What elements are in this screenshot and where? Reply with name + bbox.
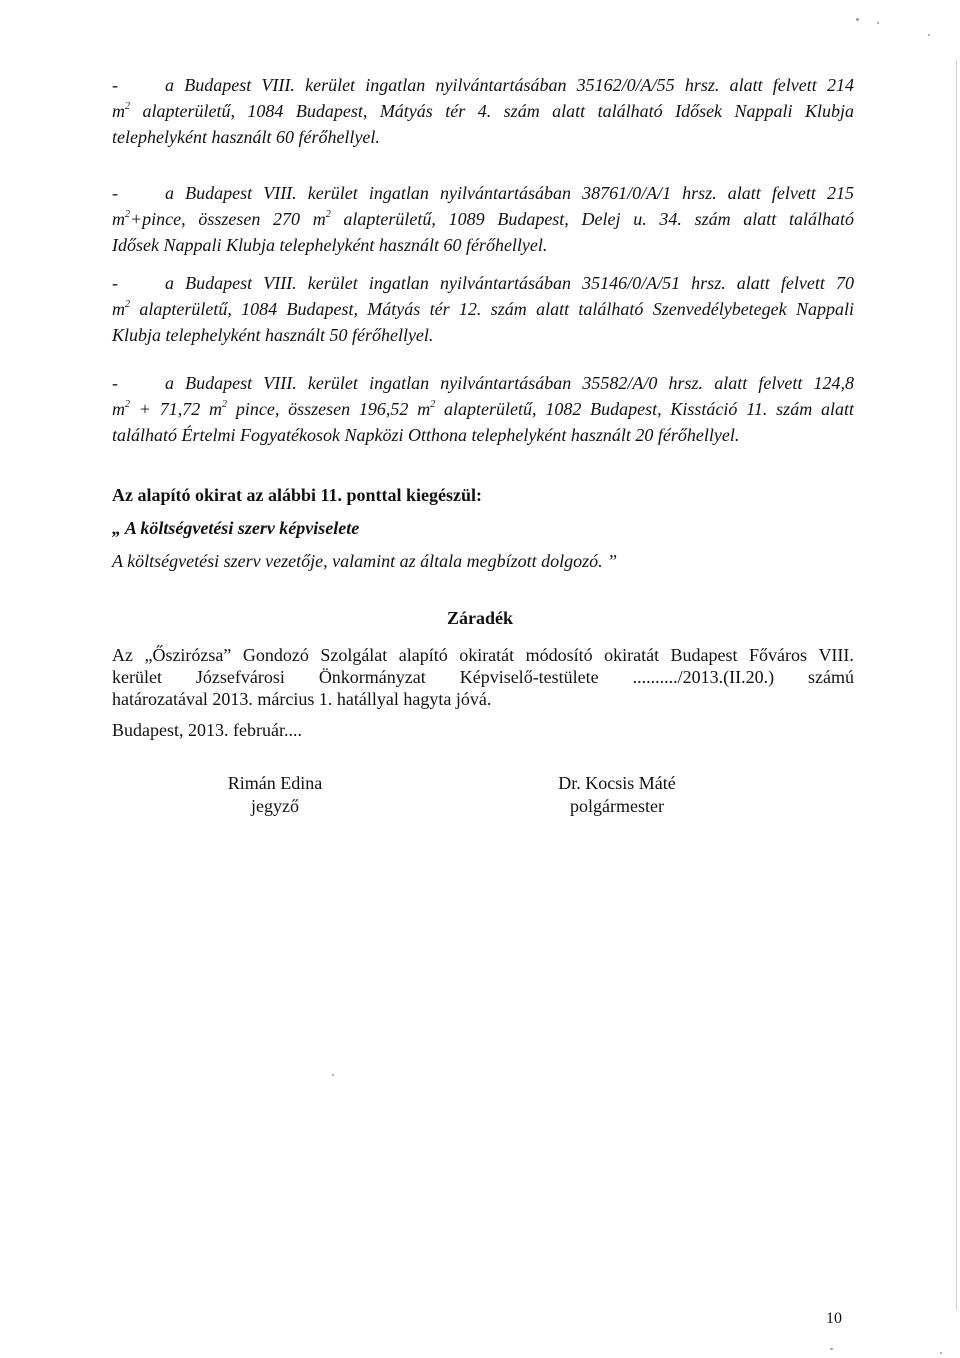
- item-line: [112, 296, 854, 322]
- scan-speck: [877, 22, 879, 24]
- clause-line: [112, 644, 854, 666]
- amendment-body-text: A költségvetési szerv vezetője, valamint az általa megbízott dolgozó. ”: [112, 551, 618, 571]
- item-text: alapterületű, 1084 Budapest, Mátyás tér 12. szám alatt található Szenvedélybetegek Nappali: [130, 299, 854, 319]
- item-text: m: [112, 399, 125, 419]
- clause-word: okiratát: [604, 645, 660, 665]
- superscript: 2: [125, 299, 130, 310]
- amendment-heading-text: Az alapító okirat az alábbi 11. ponttal kiegészül:: [112, 485, 483, 505]
- item-line: [112, 422, 854, 448]
- clause-word: okiratát: [459, 645, 515, 665]
- item-line: [112, 98, 854, 124]
- list-dash: -: [112, 183, 118, 203]
- item-text: a Budapest VIII. kerület ingatlan nyilvántartásában 35582/A/0 hrsz. alatt felvett 124,8: [165, 373, 854, 393]
- superscript: 2: [325, 209, 331, 220]
- superscript: 2: [222, 399, 228, 410]
- list-dash: -: [112, 75, 118, 95]
- item-line: [112, 322, 854, 348]
- clause-word: Budapest: [670, 645, 738, 665]
- signatory-title: polgármester: [570, 796, 664, 816]
- signatory-name: Dr. Kocsis Máté: [558, 773, 676, 793]
- item-line: [112, 232, 854, 258]
- list-item: [112, 270, 854, 348]
- item-line: [112, 206, 854, 232]
- clause-word: Az: [112, 645, 133, 665]
- scan-speck: [856, 18, 859, 21]
- item-line: [112, 370, 854, 396]
- item-line: [112, 124, 854, 150]
- item-text: Klubja telephelyként használt 50 férőhellyel.: [112, 325, 434, 345]
- scan-speck: [830, 1348, 833, 1350]
- item-text: található Értelmi Fogyatékosok Napközi Otthona telephelyként használt 20 férőhellyel.: [112, 425, 740, 445]
- amendment-heading: [112, 482, 854, 508]
- page-number: 10: [826, 1310, 842, 1327]
- item-line: [112, 72, 854, 98]
- clause-word: „Őszirózsa”: [144, 645, 232, 665]
- document-date: Budapest, 2013. február....: [112, 720, 302, 740]
- list-item: [112, 370, 854, 448]
- clause-word: Gondozó: [242, 645, 309, 665]
- item-line: [112, 270, 854, 296]
- signature-block-notary: [175, 772, 375, 818]
- item-text: a Budapest VIII. kerület ingatlan nyilvántartásában 35146/0/A/51 hrsz. alatt felvett 70: [165, 273, 854, 293]
- item-text: alapterületű, 1082 Budapest, Kisstáció 11. szám alatt: [435, 399, 854, 419]
- clause-word: Józsefvárosi: [195, 667, 285, 687]
- clause-word: számú: [808, 667, 854, 687]
- item-text: Idősek Nappali Klubja telephelyként használt 60 férőhellyel.: [112, 235, 548, 255]
- item-line: [112, 180, 854, 206]
- superscript: 2: [125, 209, 130, 220]
- item-text: m: [112, 209, 125, 229]
- clause-line: határozatával 2013. március 1. hatállyal hagyta jóvá.: [112, 689, 492, 709]
- page-edge-line: [956, 60, 957, 1310]
- list-dash: -: [112, 273, 118, 293]
- scan-speck: [928, 34, 930, 36]
- signature-block-mayor: [517, 772, 717, 818]
- superscript: 2: [125, 101, 130, 112]
- item-line: [112, 396, 854, 422]
- signatory-name: Rimán Edina: [227, 773, 323, 793]
- clause-word: ........../2013.(II.20.): [632, 667, 775, 687]
- item-text: +pince, összesen 270 m: [130, 209, 326, 229]
- clause-word: Önkormányzat: [318, 667, 426, 687]
- amendment-subheading: [112, 515, 854, 541]
- signatory-title: jegyző: [251, 796, 299, 816]
- item-text: pince, összesen 196,52 m: [227, 399, 431, 419]
- item-text: a Budapest VIII. kerület ingatlan nyilvántartásában 35162/0/A/55 hrsz. alatt felvett 214: [165, 75, 854, 95]
- amendment-text: [112, 548, 854, 574]
- clause-word: VIII.: [818, 645, 854, 665]
- item-text: alapterületű, 1089 Budapest, Delej u. 34. szám alatt található: [330, 209, 854, 229]
- list-item: [112, 180, 854, 258]
- scan-speck: [332, 1074, 334, 1076]
- superscript: 2: [125, 399, 130, 410]
- item-text: m: [112, 299, 125, 319]
- item-text: telephelyként használt 60 férőhellyel.: [112, 127, 380, 147]
- item-text: m: [112, 101, 125, 121]
- superscript: 2: [430, 399, 436, 410]
- clause-word: Főváros: [748, 645, 807, 665]
- clause-body: [112, 644, 854, 710]
- clause-word: kerület: [112, 667, 162, 687]
- item-text: + 71,72 m: [130, 399, 223, 419]
- clause-line: [112, 666, 854, 688]
- amendment-subheading-text: „ A költségvetési szerv képviselete: [112, 518, 360, 538]
- list-dash: -: [112, 373, 118, 393]
- clause-title: Záradék: [446, 608, 513, 628]
- clause-word: módosító: [525, 645, 593, 665]
- item-text: alapterületű, 1084 Budapest, Mátyás tér 4. szám alatt található Idősek Nappali Klubja: [130, 101, 854, 121]
- list-item: [112, 72, 854, 150]
- item-text: a Budapest VIII. kerület ingatlan nyilvántartásában 38761/0/A/1 hrsz. alatt felvett 215: [165, 183, 854, 203]
- scan-speck: [940, 1352, 942, 1354]
- clause-word: alapító: [398, 645, 448, 665]
- clause-word: Szolgálat: [320, 645, 388, 665]
- clause-word: Képviselő-testülete: [459, 667, 599, 687]
